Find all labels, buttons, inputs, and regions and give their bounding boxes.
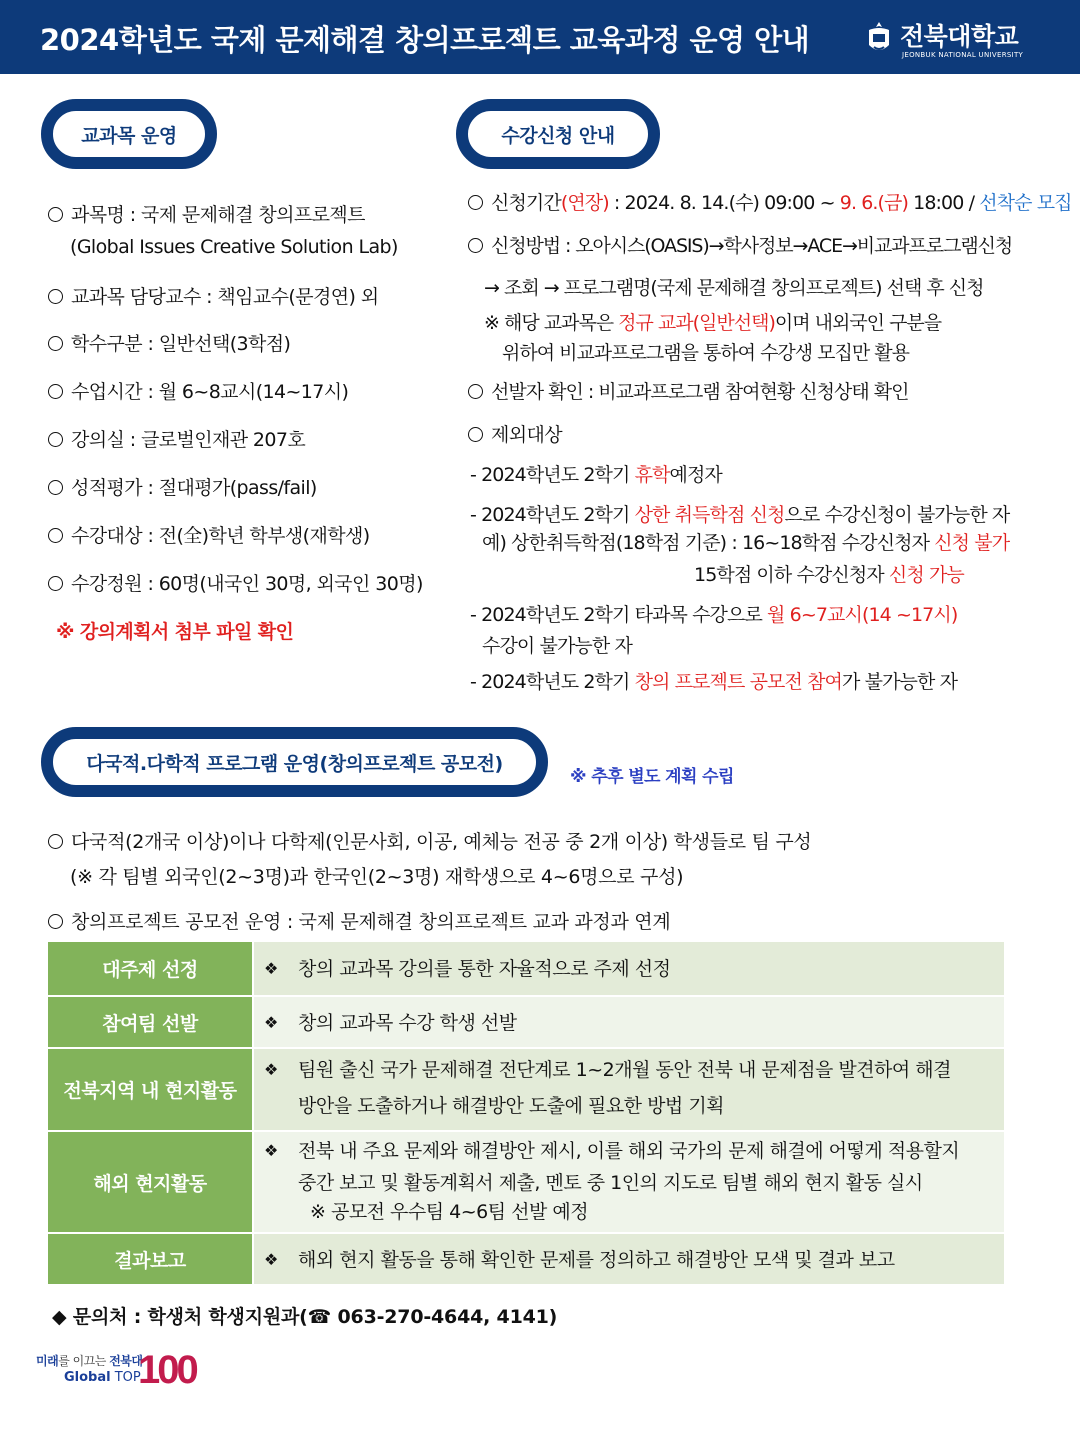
course-professor: 교과목 담당교수 : 책임교수(문경연) 외 bbox=[48, 282, 379, 309]
exclusion-credit-example-2: 15학점 이하 수강신청자 신청 가능 bbox=[694, 564, 964, 586]
emblem-icon bbox=[866, 21, 892, 57]
exclusion-leave: - 2024학년도 2학기 휴학예정자 bbox=[470, 464, 722, 486]
circle-bullet-icon bbox=[468, 195, 483, 210]
page-title: 2024학년도 국제 문제해결 창의프로젝트 교육과정 운영 안내 bbox=[40, 23, 810, 57]
row-content: ❖ 창의 교과목 강의를 통한 자율적으로 주제 선정 bbox=[253, 942, 1004, 996]
table-row bbox=[48, 942, 1004, 996]
contest-plan-table bbox=[48, 942, 1004, 1286]
course-name: 과목명 : 국제 문제해결 창의프로젝트 bbox=[48, 200, 365, 227]
course-time: 수업시간 : 월 6~8교시(14~17시) bbox=[48, 377, 348, 404]
course-heading: 교과목 운영 bbox=[41, 99, 217, 169]
row-label: 대주제 선정 bbox=[48, 942, 253, 996]
circle-bullet-icon bbox=[48, 834, 63, 849]
diamond-bullet-icon: ❖ bbox=[264, 1013, 278, 1032]
contest-operation: 창의프로젝트 공모전 운영 : 국제 문제해결 창의프로젝트 교과 과정과 연계 bbox=[48, 907, 670, 934]
diamond-bullet-icon: ❖ bbox=[264, 1250, 278, 1269]
registration-method: 신청방법 : 오아시스(OASIS)→학사정보→ACE→비교과프로그램신청 bbox=[468, 231, 1012, 258]
registration-confirm: 선발자 확인 : 비교과프로그램 참여현황 신청상태 확인 bbox=[468, 377, 908, 404]
diamond-bullet-icon: ❖ bbox=[264, 1141, 278, 1160]
registration-note-cont: 위하여 비교과프로그램을 통하여 수강생 모집만 활용 bbox=[502, 342, 909, 364]
logo-subtitle: JEONBUK NATIONAL UNIVERSITY bbox=[902, 51, 1024, 59]
diamond-bullet-icon: ❖ bbox=[264, 959, 278, 978]
course-capacity: 수강정원 : 60명(내국인 30명, 외국인 30명) bbox=[48, 569, 423, 596]
circle-bullet-icon bbox=[48, 336, 63, 351]
exclusion-title: 제외대상 bbox=[468, 420, 562, 447]
diamond-bullet-icon: ❖ bbox=[264, 1060, 278, 1079]
university-logo bbox=[866, 17, 1046, 63]
circle-bullet-icon bbox=[48, 576, 63, 591]
circle-bullet-icon bbox=[48, 432, 63, 447]
table-row bbox=[48, 996, 1004, 1048]
team-composition: 다국적(2개국 이상)이나 다학제(인문사회, 이공, 예체능 전공 중 2개 이상) 학생들로 팀 구성 bbox=[48, 827, 811, 854]
row-content: ❖ 창의 교과목 수강 학생 선발 bbox=[253, 996, 1004, 1048]
later-plan-note: ※ 추후 별도 계획 수립 bbox=[570, 767, 734, 787]
table-row bbox=[48, 1048, 1004, 1131]
syllabus-note: ※ 강의계획서 첨부 파일 확인 bbox=[56, 621, 294, 643]
circle-bullet-icon bbox=[48, 289, 63, 304]
logo-name: 전북대학교 bbox=[900, 22, 1019, 51]
row-content: ❖ 전북 내 주요 문제와 해결방안 제시, 이를 해외 국가의 문제 해결에 어떻게 적용할지 중간 보고 및 활동계획서 제출, 멘토 중 1인의 지도로 팀별 해외 현지 활동 실시 ※ 공모전 우수팀 4~6팀 선발 예정 bbox=[253, 1131, 1004, 1233]
course-name-en: (Global Issues Creative Solution Lab) bbox=[70, 236, 398, 258]
contact-info: ◆ 문의처 : 학생처 학생지원과(☎ 063-270-4644, 4141) bbox=[52, 1306, 558, 1328]
circle-bullet-icon bbox=[468, 427, 483, 442]
registration-heading: 수강신청 안내 bbox=[456, 99, 660, 169]
course-credit: 학수구분 : 일반선택(3학점) bbox=[48, 329, 290, 356]
circle-bullet-icon bbox=[48, 384, 63, 399]
registration-method-cont: → 조회 → 프로그램명(국제 문제해결 창의프로젝트) 선택 후 신청 bbox=[484, 277, 984, 299]
circle-bullet-icon bbox=[48, 480, 63, 495]
course-target: 수강대상 : 전(全)학년 학부생(재학생) bbox=[48, 521, 370, 548]
circle-bullet-icon bbox=[468, 384, 483, 399]
circle-bullet-icon bbox=[48, 528, 63, 543]
row-content: ❖ 해외 현지 활동을 통해 확인한 문제를 정의하고 해결방안 모색 및 결과 보고 bbox=[253, 1233, 1004, 1285]
row-label: 결과보고 bbox=[48, 1233, 253, 1285]
circle-bullet-icon bbox=[468, 238, 483, 253]
course-room: 강의실 : 글로벌인재관 207호 bbox=[48, 425, 305, 452]
exclusion-timeslot-cont: 수강이 불가능한 자 bbox=[482, 635, 632, 657]
row-label: 해외 현지활동 bbox=[48, 1131, 253, 1233]
badge-global-top: Global TOP bbox=[64, 1370, 141, 1385]
program-heading: 다국적.다학적 프로그램 운영(창의프로젝트 공모전) bbox=[41, 727, 548, 797]
badge-slogan: 미래를 이끄는 전북대 bbox=[36, 1354, 143, 1368]
exclusion-contest: - 2024학년도 2학기 창의 프로젝트 공모전 참여가 불가능한 자 bbox=[470, 671, 958, 693]
circle-bullet-icon bbox=[48, 914, 63, 929]
exclusion-credit: - 2024학년도 2학기 상한 취득학점 신청으로 수강신청이 불가능한 자 bbox=[470, 504, 1010, 526]
row-content: ❖ 팀원 출신 국가 문제해결 전단계로 1~2개월 동안 전북 내 문제점을 발견하여 해결 방안을 도출하거나 해결방안 도출에 필요한 방법 기획 bbox=[253, 1048, 1004, 1131]
table-row bbox=[48, 1233, 1004, 1285]
circle-bullet-icon bbox=[48, 207, 63, 222]
row-label: 참여팀 선발 bbox=[48, 996, 253, 1048]
header-bar bbox=[0, 0, 1080, 74]
row-label: 전북지역 내 현지활동 bbox=[48, 1048, 253, 1131]
global-top-100-badge bbox=[36, 1348, 206, 1398]
table-row bbox=[48, 1131, 1004, 1233]
badge-number: 100 bbox=[138, 1348, 196, 1392]
exclusion-timeslot: - 2024학년도 2학기 타과목 수강으로 월 6~7교시(14 ~17시) bbox=[470, 604, 958, 626]
exclusion-credit-example: 예) 상한취득학점(18학점 기준) : 16~18학점 수강신청자 신청 불가 bbox=[482, 532, 1010, 554]
registration-note: ※ 해당 교과목은 정규 교과(일반선택)이며 내외국인 구분을 bbox=[484, 312, 942, 334]
phone-icon: ☎ bbox=[307, 1306, 332, 1328]
team-composition-note: (※ 각 팀별 외국인(2~3명)과 한국인(2~3명) 재학생으로 4~6명으로 구성) bbox=[70, 866, 684, 888]
course-grading: 성적평가 : 절대평가(pass/fail) bbox=[48, 473, 317, 500]
registration-period: 신청기간(연장) : 2024. 8. 14.(수) 09:00 ~ 9. 6.(금) 18:00 / 선착순 모집 bbox=[468, 188, 1072, 215]
